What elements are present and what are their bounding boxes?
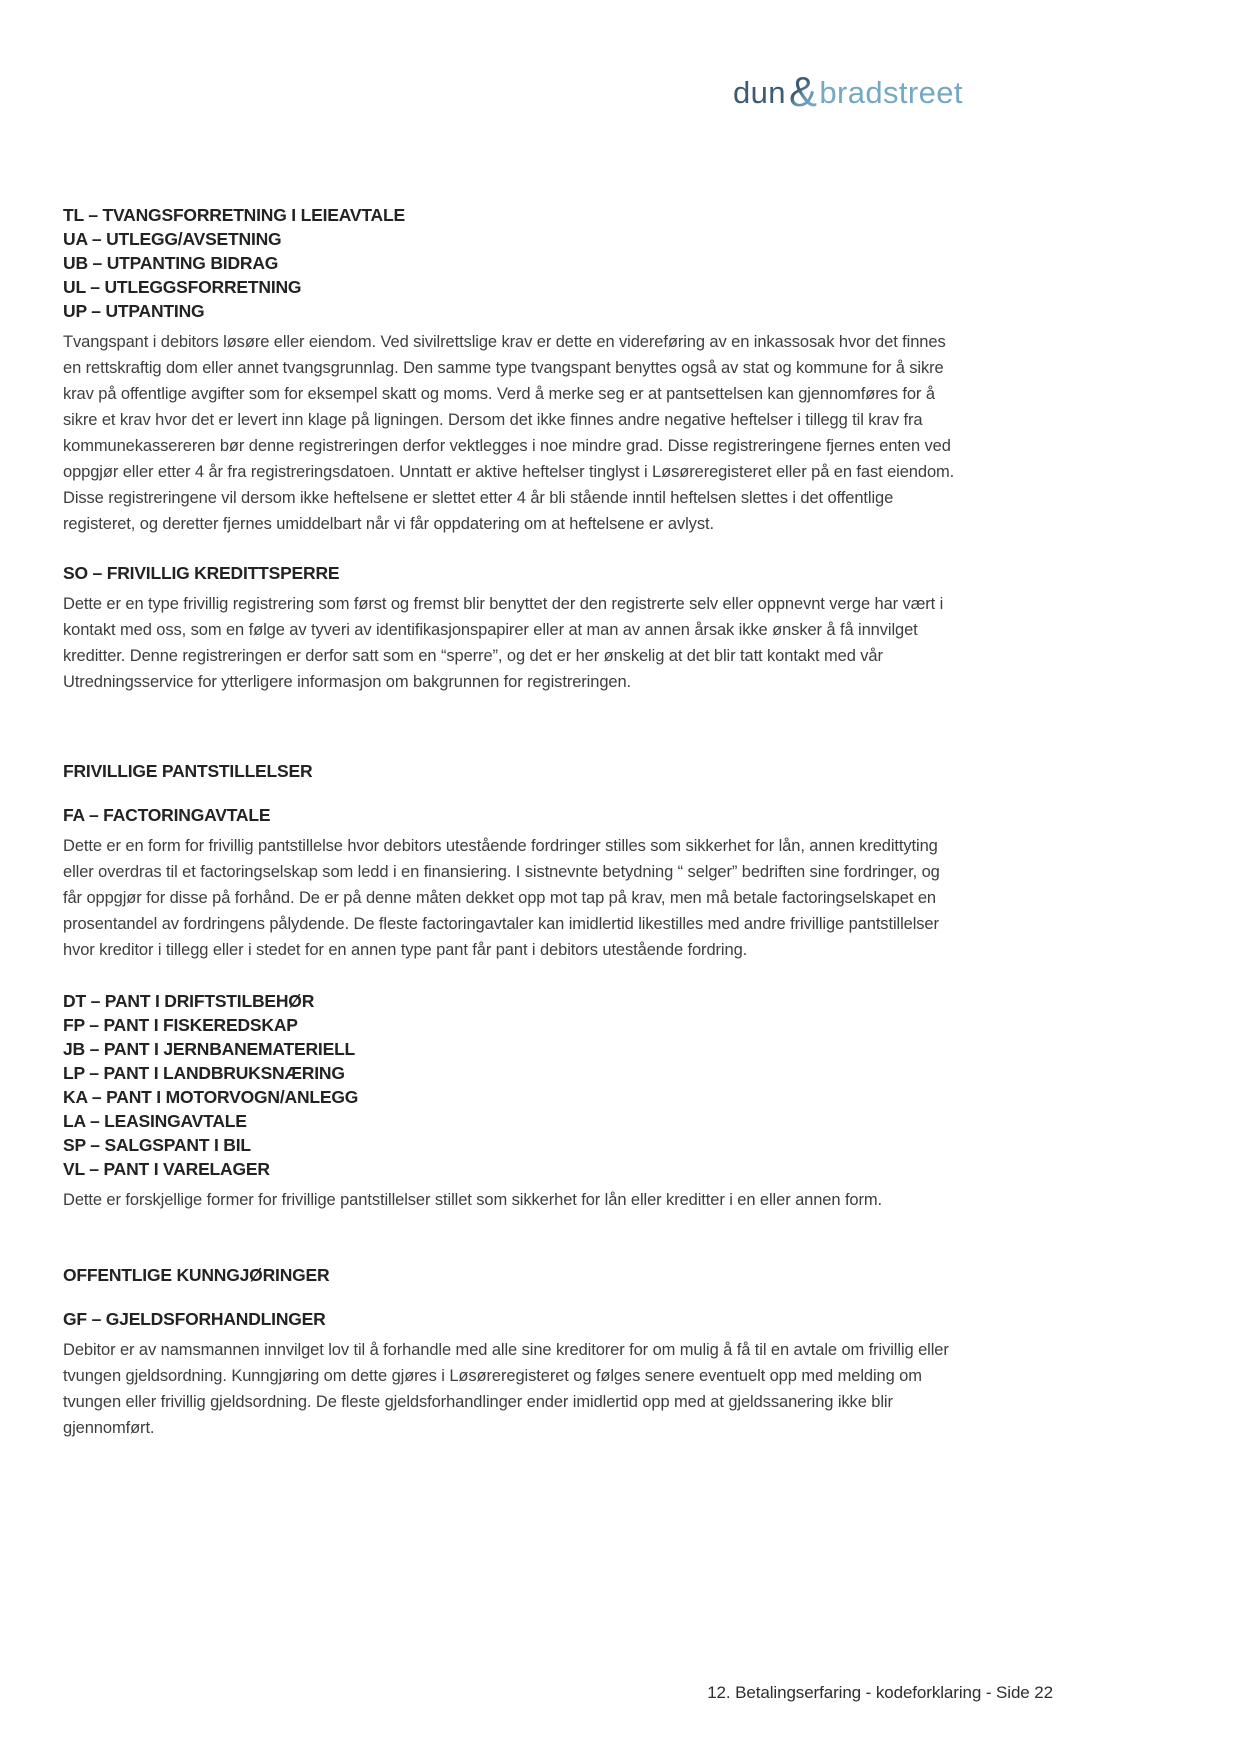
code-definition-tl: TL – TVANGSFORRETNING I LEIEAVTALE xyxy=(63,205,405,225)
code-definition-ka: KA – PANT I MOTORVOGN/ANLEGG xyxy=(63,1087,359,1107)
logo-text-dun: dun xyxy=(733,75,786,110)
page-footer: 12. Betalingserfaring - kodeforklaring - Side 22 xyxy=(707,1683,1053,1702)
logo-text-bradstreet: bradstreet xyxy=(819,75,963,110)
code-definition-fp: FP – PANT I FISKEREDSKAP xyxy=(63,1015,298,1035)
description-paragraph-factoring: Dette er en form for frivillig pantstillelse hvor debitors utestående fordringer stilles som sikkerhet for lån, annen kredittyting eller overdras til et factoringselskap som ledd i en finansiering. I sistnevnte betydning “ selger” bedriften sine fordringer, og får oppgjør for disse på forhånd. De er på denne måten dekket opp mot tap på krav, men må betale factoringselskapet en prosentandel av fordringens pålydende. De fleste factoringavtaler kan imidlertid likestilles med andre frivillige pantstillelser hvor kreditor i tillegg eller i stedet for en annen type pant får pant i debitors utestående fordring. xyxy=(63,837,940,959)
code-definition-up: UP – UTPANTING xyxy=(63,301,205,321)
description-paragraph-tvangspant: Tvangspant i debitors løsøre eller eiendom. Ved sivilrettslige krav er dette en videreføring av en inkassosak hvor det finnes en rettskraftig dom eller annet tvangsgrunnlag. Den samme type tvangspant benyttes også av stat og kommune for å sikre krav på offentlige avgifter som for eksempel skatt og moms. Verd å merke seg er at pantsettelsen kan gjennomføres for å sikre et krav hvor det er levert inn klage på ligningen. Dersom det ikke finnes andre negative heftelser i tillegg til krav fra kommunekassereren bør denne registreringen derfor vektlegges i noe mindre grad. Disse registreringene fjernes enten ved oppgjør eller etter 4 år fra registreringsdatoen. Unntatt er aktive heftelser tinglyst i Løsøreregisteret eller på en fast eiendom. Disse registreringene vil dersom ikke heftelsene er slettet etter 4 år bli stående inntil heftelsen slettes i det offentlige registeret, og deretter fjernes umiddelbart når vi får oppdatering om at heftelsene er avlyst. xyxy=(63,333,955,533)
dun-bradstreet-logo xyxy=(733,68,963,115)
page-content xyxy=(63,203,958,1441)
section-title-frivillige-pantstillelser: FRIVILLIGE PANTSTILLELSER xyxy=(63,761,313,781)
description-paragraph-kredittsperre: Dette er en type frivillig registrering som først og fremst blir benyttet der den registrerte selv eller oppnevnt verge har vært i kontakt med oss, som en følge av tyveri av identifikasjonspapirer eller at man av annen årsak ikke ønsker å få innvilget kreditter. Denne registreringen er derfor satt som en “sperre”, og det er her ønskelig at det blir tatt kontakt med vår Utredningsservice for ytterligere informasjon om bakgrunnen for registreringen. xyxy=(63,595,944,691)
section-title-offentlige-kunngjoringer: OFFENTLIGE KUNNGJØRINGER xyxy=(63,1265,330,1285)
code-definition-vl: VL – PANT I VARELAGER xyxy=(63,1159,270,1179)
code-definition-jb: JB – PANT I JERNBANEMATERIELL xyxy=(63,1039,356,1059)
code-definition-lp: LP – PANT I LANDBRUKSNÆRING xyxy=(63,1063,345,1083)
code-heading-group-pant xyxy=(63,989,958,1181)
code-definition-gf: GF – GJELDSFORHANDLINGER xyxy=(63,1309,326,1329)
code-definition-la: LA – LEASINGAVTALE xyxy=(63,1111,247,1131)
code-heading-group-gf xyxy=(63,1307,958,1331)
code-heading-group-fa xyxy=(63,803,958,827)
code-definition-ul: UL – UTLEGGSFORRETNING xyxy=(63,277,302,297)
code-definition-sp: SP – SALGSPANT I BIL xyxy=(63,1135,251,1155)
code-definition-ub: UB – UTPANTING BIDRAG xyxy=(63,253,279,273)
code-definition-fa: FA – FACTORINGAVTALE xyxy=(63,805,271,825)
description-paragraph-pantstillelser: Dette er forskjellige former for frivillige pantstillelser stillet som sikkerhet for lån eller kreditter i en eller annen form. xyxy=(63,1191,883,1209)
logo-ampersand-icon: & xyxy=(788,68,818,115)
code-heading-group-tvangsforretninger xyxy=(63,203,958,323)
code-definition-dt: DT – PANT I DRIFTSTILBEHØR xyxy=(63,991,315,1011)
code-definition-ua: UA – UTLEGG/AVSETNING xyxy=(63,229,282,249)
description-paragraph-gjeldsforhandlinger: Debitor er av namsmannen innvilget lov til å forhandle med alle sine kreditorer for om mulig å få til en avtale om frivillig eller tvungen gjeldsordning. Kunngjøring om dette gjøres i Løsøreregisteret og følges senere eventuelt opp med melding om tvungen eller frivillig gjeldsordning. De fleste gjeldsforhandlinger ender imidlertid opp med at gjeldssanering ikke blir gjennomført. xyxy=(63,1341,949,1437)
code-definition-so: SO – FRIVILLIG KREDITTSPERRE xyxy=(63,563,340,583)
code-heading-group-so xyxy=(63,561,958,585)
